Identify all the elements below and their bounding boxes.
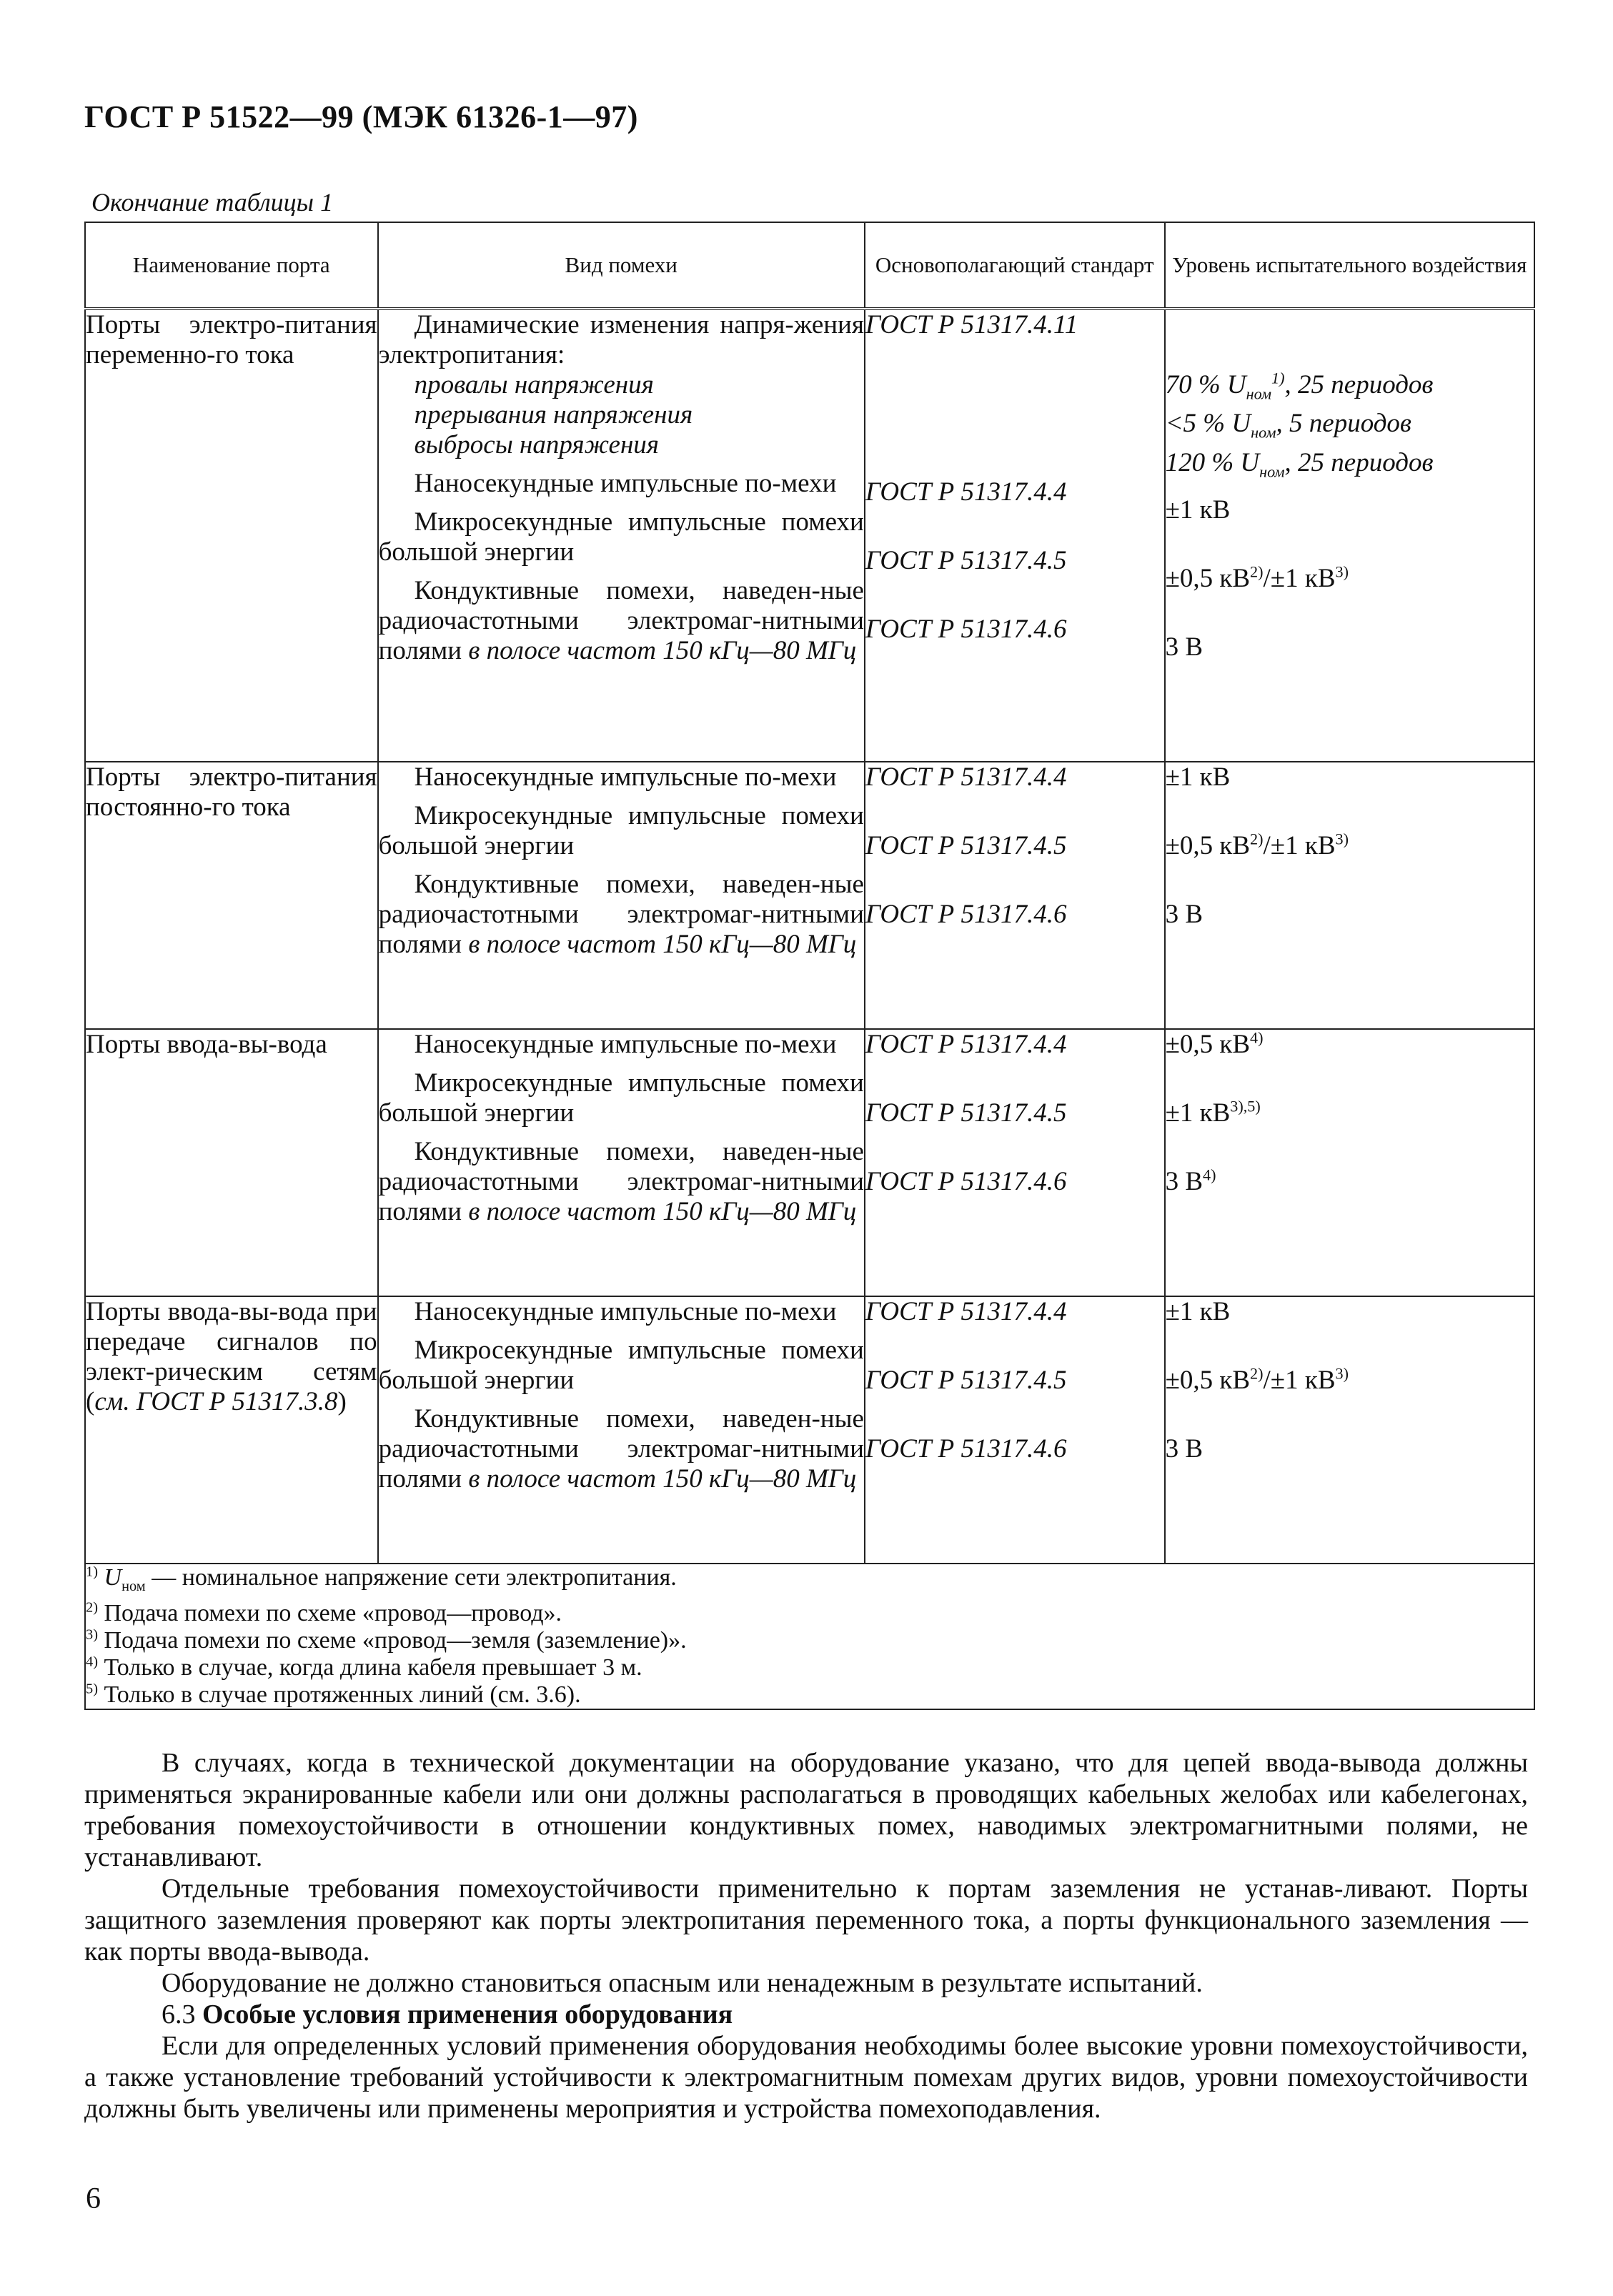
- document-header: ГОСТ Р 51522—99 (МЭК 61326-1—97): [84, 99, 638, 134]
- standards: [865, 1296, 1165, 1564]
- test-levels: [1165, 762, 1534, 1029]
- test-levels: [1165, 309, 1534, 762]
- page-number: 6: [86, 2182, 101, 2215]
- standard-ref: ГОСТ Р 51317.4.5: [865, 546, 1067, 575]
- standard-ref: ГОСТ Р 51317.4.6: [865, 1167, 1067, 1197]
- table-group-row: [85, 1029, 1534, 1296]
- table-notes: [85, 1564, 1534, 1709]
- standard-ref: ГОСТ Р 51317.4.6: [865, 1434, 1067, 1464]
- header-type: Вид помехи: [378, 222, 865, 309]
- test-levels: [1165, 1029, 1534, 1296]
- note-2: $^{2)}$ Подача помехи по схеме «провод—провод».: [86, 1599, 562, 1626]
- section-heading: [84, 1999, 1528, 2030]
- table-group-row: [85, 762, 1534, 1029]
- note-4: $^{4)}$ Только в случае, когда длина кабеля превышает 3 м.: [86, 1654, 642, 1681]
- paragraph: Отдельные требования помехоустойчивости применительно к портам заземления не устанав-ливают. Порты защитного заземления проверяют как порты электропитания переменного тока, а порты функционального заземления — как порты ввода-вывода.: [84, 1874, 1528, 1967]
- level-value: ±1 кВ: [1165, 1297, 1231, 1327]
- test-levels: [1165, 1296, 1534, 1564]
- table-caption: Окончание таблицы 1: [91, 188, 334, 217]
- paragraph: Оборудование не должно становиться опасным или ненадежным в результате испытаний.: [162, 1968, 1203, 1998]
- port-name: Порты электро-питания постоянно-го тока: [85, 762, 378, 1029]
- dynamic-item: прерывания напряжения: [414, 400, 693, 429]
- port-name: Порты ввода-вы-вода: [85, 1029, 378, 1296]
- level-value: ±1 $кВ^{3),5)}$: [1165, 1097, 1261, 1128]
- level-value: ±0,5 $кВ^{2)}/\pm 1$ $кВ^{3)}$: [1165, 830, 1349, 861]
- interference-type: Наносекундные импульсные по-мехи: [414, 762, 837, 792]
- table-group-row: [85, 1296, 1534, 1564]
- dynamic-item: выбросы напряжения: [414, 430, 660, 459]
- note-5: $^{5)}$ Только в случае протяженных линий (см. 3.6).: [86, 1681, 581, 1708]
- standards: [865, 309, 1165, 762]
- interference-type: Наносекундные импульсные по-мехи: [414, 469, 837, 498]
- interference-type: Микросекундные импульсные помехи большой энергии: [378, 507, 864, 567]
- interference-type: Кондуктивные помехи, наведен-ные радиочастотными электромаг-нитными полями в полосе частот 150 кГц—80 МГц: [378, 870, 864, 960]
- interference-type: Микросекундные импульсные помехи большой энергии: [378, 801, 864, 861]
- notes-row: [85, 1564, 1534, 1709]
- standards: [865, 762, 1165, 1029]
- level-value: ±0,5 $кВ^{4)}$: [1165, 1028, 1264, 1060]
- standards: [865, 1029, 1165, 1296]
- standard-ref: ГОСТ Р 51317.4.5: [865, 831, 1067, 861]
- interference-type: Наносекундные импульсные по-мехи: [414, 1297, 837, 1327]
- interference-types: [378, 762, 865, 1029]
- body-text: [84, 1747, 1528, 2124]
- interference-types: [378, 309, 865, 762]
- interference-type: Кондуктивные помехи, наведен-ные радиочастотными электромаг-нитными полями в полосе частот 150 кГц—80 МГц: [378, 1137, 864, 1227]
- header-standard: Основополагающий стандарт: [865, 222, 1165, 309]
- standard-ref: ГОСТ Р 51317.4.4: [865, 762, 1067, 792]
- section-number: 6.3: [162, 1999, 196, 2029]
- note-1: $^{1)}$ $U_{ном}$ — номинальное напряжение сети электропитания.: [86, 1564, 677, 1594]
- standard-ref: ГОСТ Р 51317.4.5: [865, 1098, 1067, 1128]
- interference-types: [378, 1296, 865, 1564]
- standard-ref: ГОСТ Р 51317.4.4: [865, 1030, 1067, 1060]
- interference-type: Наносекундные импульсные по-мехи: [414, 1030, 837, 1060]
- standard-ref: ГОСТ Р 51317.4.4: [865, 477, 1067, 507]
- standard-ref: ГОСТ Р 51317.4.6: [865, 900, 1067, 930]
- level-value: ±1 кВ: [1165, 762, 1231, 792]
- standard-ref: ГОСТ Р 51317.4.5: [865, 1366, 1067, 1396]
- level-value: 3 В: [1165, 632, 1203, 662]
- interference-type: Микросекундные импульсные помехи большой энергии: [378, 1068, 864, 1128]
- dynamic-intro: Динамические изменения напря-жения электропитания:: [378, 310, 864, 369]
- level-value: ±1 кВ: [1165, 495, 1231, 525]
- table-header-row: [85, 222, 1534, 309]
- standard-ref: ГОСТ Р 51317.4.11: [865, 310, 1078, 339]
- paragraph: В случаях, когда в технической документации на оборудование указано, что для цепей ввода-вывода должны применяться экранированные кабели или они должны располагаться в проводящих кабельных желобах или кабелегонах, требования помехоустойчивости в отношении кондуктивных помех, наводимых электромагнитными полями, не устанавливают.: [84, 1748, 1528, 1872]
- interference-type: Кондуктивные помехи, наведен-ные радиочастотными электромаг-нитными полями в полосе частот 150 кГц—80 МГц: [378, 576, 864, 665]
- level-value: 3 $В^{4)}$: [1165, 1166, 1216, 1197]
- standard-ref: ГОСТ Р 51317.4.4: [865, 1297, 1067, 1327]
- interference-type: Микросекундные импульсные помехи большой энергии: [378, 1336, 864, 1396]
- level-value: 3 В: [1165, 900, 1203, 930]
- section-paragraph: Если для определенных условий применения оборудования необходимы более высокие уровни помехоустойчивости, а также установление требований устойчивости к электромагнитным помехам других видов, уровни помехоустойчивости должны быть увеличены или применены мероприятия и устройства помехоподавления.: [84, 2031, 1528, 2124]
- port-name: Порты ввода-вы-вода при передаче сигналов по элект-рическим сетям (см. ГОСТ Р 51317.3.8): [85, 1296, 378, 1564]
- header-port: Наименование порта: [85, 222, 378, 309]
- level-value: ±0,5 $кВ^{2)}/\pm 1$ $кВ^{3)}$: [1165, 1364, 1349, 1396]
- interference-table: [84, 222, 1535, 1710]
- table-group-row: [85, 309, 1534, 762]
- interference-types: [378, 1029, 865, 1296]
- level-value: ±0,5 $кВ^{2)}/\pm 1$ $кВ^{3)}$: [1165, 562, 1349, 594]
- level-value: 3 В: [1165, 1434, 1203, 1464]
- interference-type: Кондуктивные помехи, наведен-ные радиочастотными электромаг-нитными полями в полосе частот 150 кГц—80 МГц: [378, 1404, 864, 1494]
- standard-ref: ГОСТ Р 51317.4.6: [865, 615, 1067, 644]
- port-name: Порты электро-питания переменно-го тока: [85, 309, 378, 762]
- section-title: Особые условия применения оборудования: [202, 1999, 733, 2029]
- dynamic-item: провалы напряжения: [414, 370, 654, 399]
- header-level: Уровень испытательного воздействия: [1165, 222, 1534, 309]
- level-value: 70 % $U_{ном}^{1)}$, 25 периодов <5 % $U_{ном}$, 5 периодов 120 % $U_{ном}$, 25 периодов: [1165, 369, 1434, 481]
- note-3: $^{3)}$ Подача помехи по схеме «провод—земля (заземление)».: [86, 1626, 687, 1654]
